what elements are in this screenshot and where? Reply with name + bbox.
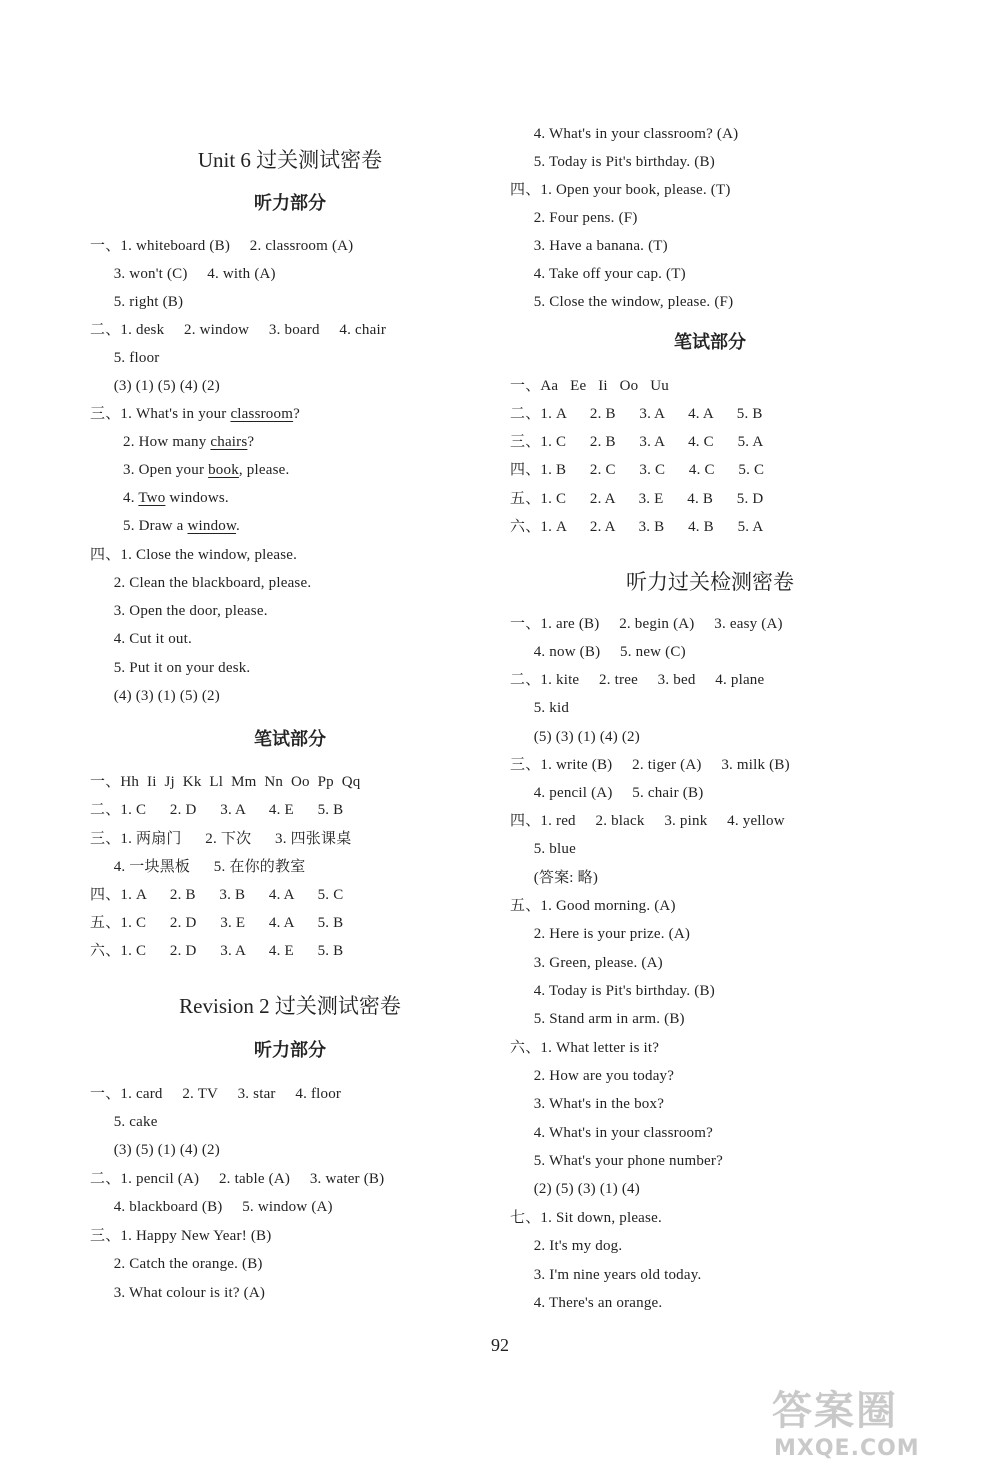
answer-line: 二、1. desk 2. window 3. board 4. chair — [90, 322, 387, 338]
unit6-written-heading: 笔试部分 — [254, 729, 326, 750]
answer-line-underlined: 3. Open your book, please. — [123, 462, 290, 478]
answer-line: 四、1. Close the window, please. — [90, 547, 298, 563]
unit6-listening-heading: 听力部分 — [254, 193, 326, 214]
answer-line: 一、1. card 2. TV 3. star 4. floor — [90, 1086, 342, 1102]
answer-line: (4) (3) (1) (5) (2) — [90, 688, 220, 704]
answer-line: 4. Today is Pit's birthday. (B) — [510, 983, 715, 999]
answer-line: 三、1. 两扇门 2. 下次 3. 四张课桌 — [90, 831, 352, 847]
answer-line: 2. It's my dog. — [510, 1238, 623, 1254]
answer-line: 5. kid — [510, 700, 570, 716]
answer-line: 5. Today is Pit's birthday. (B) — [510, 154, 715, 170]
answer-line: 四、1. Open your book, please. (T) — [510, 182, 731, 198]
answer-line-underlined: 4. Two windows. — [123, 490, 229, 506]
page-number: 92 — [491, 1335, 509, 1355]
answer-line: 4. pencil (A) 5. chair (B) — [510, 785, 704, 801]
answer-line: 5. cake — [90, 1114, 158, 1130]
answer-line: 三、1. write (B) 2. tiger (A) 3. milk (B) — [510, 757, 790, 773]
answer-line: 二、1. C 2. D 3. A 4. E 5. B — [90, 802, 344, 818]
answer-line: 5. right (B) — [90, 294, 184, 310]
answer-line: 5. Put it on your desk. — [90, 660, 251, 676]
answer-line: 二、1. pencil (A) 2. table (A) 3. water (B) — [90, 1171, 385, 1187]
watermark-logo-text: 答案圈 — [772, 1388, 898, 1434]
answer-line: (3) (5) (1) (4) (2) — [90, 1142, 220, 1158]
answer-line: 4. now (B) 5. new (C) — [510, 644, 686, 660]
watermark-url: MXQE.COM — [774, 1436, 920, 1461]
answer-line: 一、1. whiteboard (B) 2. classroom (A) — [90, 238, 354, 254]
answer-line: 四、1. A 2. B 3. B 4. A 5. C — [90, 887, 344, 903]
answer-line: 五、1. Good morning. (A) — [510, 898, 676, 914]
answer-line: 五、1. C 2. A 3. E 4. B 5. D — [510, 491, 764, 507]
answer-line: 2. Clean the blackboard, please. — [90, 575, 312, 591]
answer-line: 三、1. C 2. B 3. A 4. C 5. A — [510, 434, 764, 450]
answer-line: 5. floor — [90, 350, 160, 366]
answer-line: 5. Close the window, please. (F) — [510, 294, 734, 310]
answer-line: (3) (1) (5) (4) (2) — [90, 378, 220, 394]
answer-line: 五、1. C 2. D 3. E 4. A 5. B — [90, 915, 344, 931]
answer-line: 3. I'm nine years old today. — [510, 1267, 702, 1283]
answer-line: 4. Take off your cap. (T) — [510, 266, 686, 282]
answer-line: 5. What's your phone number? — [510, 1153, 723, 1169]
answer-line: 2. Catch the orange. (B) — [90, 1256, 263, 1272]
written-heading: 笔试部分 — [674, 332, 746, 353]
answer-line: (5) (3) (1) (4) (2) — [510, 729, 640, 745]
answer-line: 4. There's an orange. — [510, 1295, 663, 1311]
answer-line-underlined: 三、1. What's in your classroom? — [90, 406, 300, 422]
answer-line: 4. Cut it out. — [90, 631, 192, 647]
answer-line: 3. won't (C) 4. with (A) — [90, 266, 276, 282]
answer-line: 4. blackboard (B) 5. window (A) — [90, 1199, 333, 1215]
answer-line: 三、1. Happy New Year! (B) — [90, 1228, 272, 1244]
answer-line: 二、1. A 2. B 3. A 4. A 5. B — [510, 406, 763, 422]
answer-line: 六、1. A 2. A 3. B 4. B 5. A — [510, 519, 764, 535]
watermark-logo — [762, 1388, 992, 1468]
answer-line: 2. How are you today? — [510, 1068, 675, 1084]
answer-line: 4. 一块黑板 5. 在你的教室 — [90, 859, 306, 875]
answer-line: 3. What colour is it? (A) — [90, 1285, 266, 1301]
answer-line: 四、1. red 2. black 3. pink 4. yellow — [510, 813, 785, 829]
listening-test-title: 听力过关检测密卷 — [626, 570, 794, 594]
answer-line: 3. Have a banana. (T) — [510, 238, 668, 254]
answer-line: (答案: 略) — [510, 870, 599, 886]
answer-line: 3. What's in the box? — [510, 1096, 665, 1112]
revision2-title: Revision 2 过关测试密卷 — [179, 994, 401, 1018]
answer-line: (2) (5) (3) (1) (4) — [510, 1181, 640, 1197]
answer-line: 5. Stand arm in arm. (B) — [510, 1011, 685, 1027]
answer-line: 3. Open the door, please. — [90, 603, 268, 619]
answer-line: 3. Green, please. (A) — [510, 955, 663, 971]
answer-line: 四、1. B 2. C 3. C 4. C 5. C — [510, 462, 765, 478]
answer-line: 一、Aa Ee Ii Oo Uu — [510, 378, 669, 394]
answer-line: 二、1. kite 2. tree 3. bed 4. plane — [510, 672, 765, 688]
unit6-title: Unit 6 过关测试密卷 — [197, 148, 383, 172]
answer-line: 4. What's in your classroom? (A) — [510, 126, 739, 142]
answer-line: 2. Four pens. (F) — [510, 210, 638, 226]
answer-line-underlined: 2. How many chairs? — [123, 434, 255, 450]
answer-line: 5. blue — [510, 841, 576, 857]
answer-line: 2. Here is your prize. (A) — [510, 926, 691, 942]
answer-line: 六、1. C 2. D 3. A 4. E 5. B — [90, 943, 344, 959]
answer-line: 六、1. What letter is it? — [510, 1040, 660, 1056]
answer-line: 一、Hh Ii Jj Kk Ll Mm Nn Oo Pp Qq — [90, 774, 361, 790]
answer-line: 一、1. are (B) 2. begin (A) 3. easy (A) — [510, 616, 783, 632]
answer-line-underlined: 5. Draw a window. — [123, 518, 240, 534]
answer-line: 4. What's in your classroom? — [510, 1125, 713, 1141]
answer-line: 七、1. Sit down, please. — [510, 1210, 662, 1226]
revision2-listening-heading: 听力部分 — [254, 1040, 326, 1061]
